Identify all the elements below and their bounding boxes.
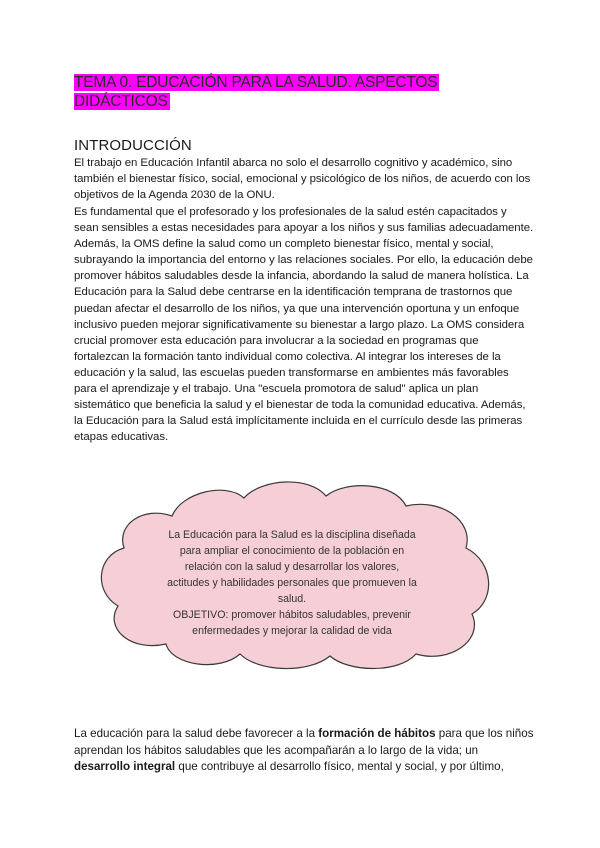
cloud-line: relación con la salud y desarrollar los valores, <box>184 561 400 573</box>
bold-term-habit-formation: formación de hábitos <box>318 727 436 740</box>
bottom-paragraph <box>74 726 534 776</box>
cloud-line: salud. <box>277 593 307 605</box>
bold-term-integral-development: desarrollo integral <box>74 760 176 774</box>
cloud-line: La Educación para la Salud es la disciplina diseñada <box>168 529 416 541</box>
bottom-text-part: que contribuye al desarrollo físico, mental y social, y por último, <box>175 760 504 774</box>
cloud-objective-line: OBJETIVO: promover hábitos saludables, prevenir <box>173 609 411 621</box>
intro-paragraph-1: El trabajo en Educación Infantil abarca no solo el desarrollo cognitivo y académico, sino también el bienestar físico, social, emocional y psicológico de los niños, de acuerdo con los objetivos de la Agenda 2030 de la ONU. <box>74 157 531 202</box>
cloud-definition-text <box>140 527 444 639</box>
bottom-text-part: para que los niños aprendan los hábitos saludables que les acompañarán a lo largo de la vida; un <box>74 727 534 757</box>
cloud-line: enfermedades y mejorar la calidad de vida <box>192 625 392 637</box>
section-heading: INTRODUCCIÓN <box>74 137 192 154</box>
cloud-line: actitudes y habilidades personales que promueven la <box>167 577 417 589</box>
title-highlight: TEMA 0. EDUCACIÓN PARA LA SALUD. ASPECTOS DIDÁCTICOS <box>74 74 438 110</box>
document-title <box>74 73 474 111</box>
cloud-line: para ampliar el conocimiento de la población en <box>179 545 405 557</box>
intro-paragraph-2: Es fundamental que el profesorado y los profesionales de la salud estén capacitados y sean sensibles a estas necesidades para apoyar a los niños y sus familias adecuadamente. Además, la OMS define la salud como un completo bienestar físico, mental y social, subrayando la importancia del entorno y las relaciones sociales. Por ello, la educación debe promover hábitos saludables desde la infancia, abordando la salud de manera holística. La Educación para la Salud debe centrarse en la identificación temprana de trastornos que puedan afectar el desarrollo de los niños, ya que una intervención oportuna y un enfoque inclusivo pueden mejorar significativamente su bienestar a largo plazo. La OMS considera crucial promover esta educación para involucrar a la sociedad en programas que fortalezcan la formación tanto individual como colectiva. Al integrar los intereses de la educación y la salud, las escuelas pueden transformarse en ambientes más favorables para el aprendizaje y el trabajo. Una "escuela promotora de salud" aplica un plan sistemático que beneficia la salud y el bienestar de toda la comunidad educativa. Además, la Educación para la Salud está implícitamente incluida en el currículo desde las primeras etapas educativas. <box>74 206 534 444</box>
bottom-text-part: La educación para la salud debe favorecer a la <box>74 727 319 740</box>
